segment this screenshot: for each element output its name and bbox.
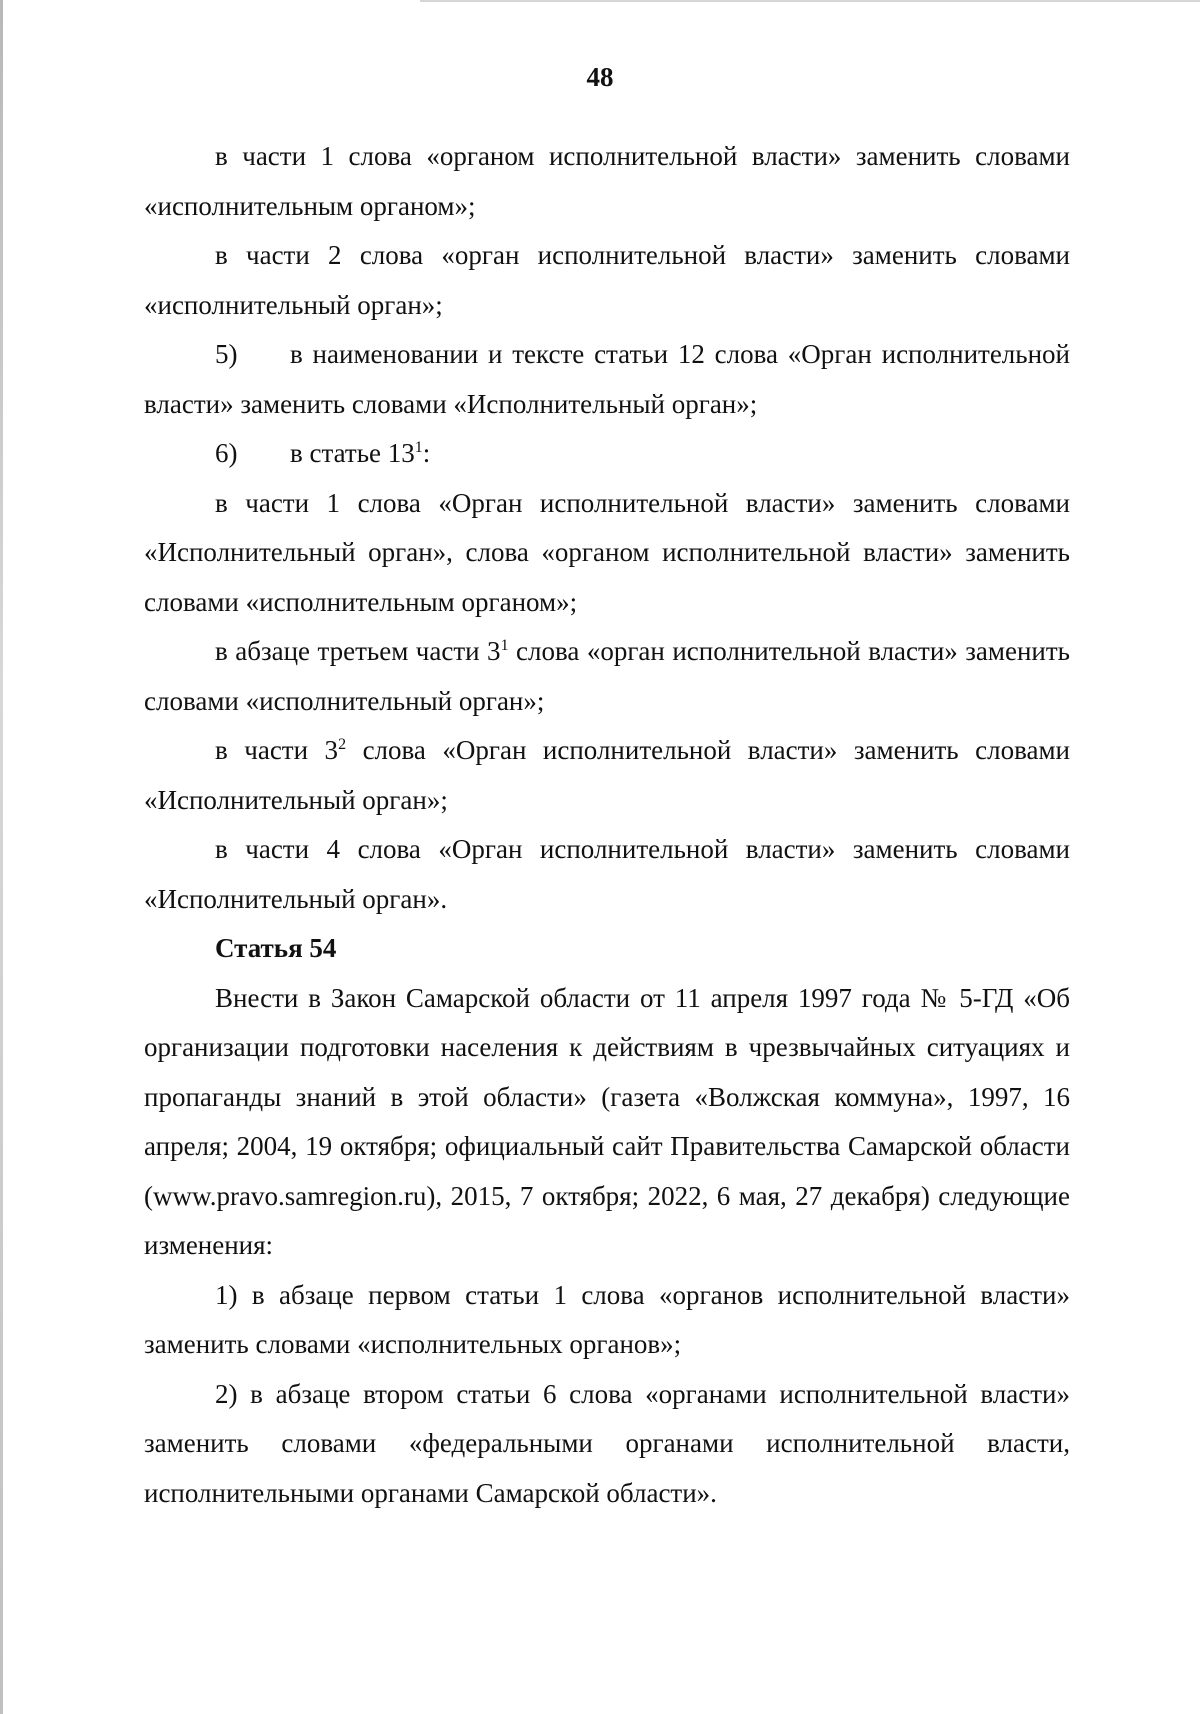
scan-left-edge bbox=[0, 0, 3, 1714]
paragraph bbox=[144, 429, 1070, 479]
paragraph: в части 1 слова «органом исполнительной власти» заменить словами «исполнительным органом»; bbox=[144, 141, 1070, 221]
superscript: 1 bbox=[414, 439, 423, 456]
superscript: 1 bbox=[500, 637, 509, 654]
paragraph: 2) в абзаце втором статьи 6 слова «органами исполнительной власти» заменить словами «федеральными органами исполнительной власти, исполнительными органами Самарской области». bbox=[144, 1378, 1070, 1508]
paragraph-text: слова «Орган исполнительной власти» заменить словами «Исполнительный орган»; bbox=[144, 735, 1070, 815]
paragraph: 1) в абзаце первом статьи 1 слова «органов исполнительной власти» заменить словами «исполнительных органов»; bbox=[144, 1279, 1070, 1359]
list-number: 6) bbox=[215, 438, 238, 468]
paragraph: в части 2 слова «орган исполнительной власти» заменить словами «исполнительный орган»; bbox=[144, 240, 1070, 320]
paragraph-text: в статье 13 bbox=[290, 438, 415, 468]
paragraph-text: в наименовании и тексте статьи 12 слова «Орган исполнительной власти» заменить словами «Исполнительный орган»; bbox=[144, 339, 1070, 419]
scan-top-edge bbox=[420, 0, 1200, 2]
paragraph-text: слова «орган исполнительной власти» заменить словами «исполнительный орган»; bbox=[144, 636, 1070, 716]
page-number: 48 bbox=[586, 62, 614, 92]
paragraph-text: в части 3 bbox=[215, 735, 339, 765]
paragraph bbox=[144, 627, 1070, 726]
paragraph-text: : bbox=[422, 438, 431, 468]
paragraph: в части 1 слова «Орган исполнительной власти» заменить словами «Исполнительный орган», слова «органом исполнительной власти» заменить словами «исполнительным органом»; bbox=[144, 487, 1070, 617]
paragraph bbox=[144, 330, 1070, 429]
document-body bbox=[144, 132, 1070, 1518]
paragraph bbox=[144, 726, 1070, 825]
article-heading: Статья 54 bbox=[215, 933, 337, 963]
paragraph-text: в абзаце третьем части 3 bbox=[215, 636, 501, 666]
list-number: 5) bbox=[215, 339, 238, 369]
paragraph: Внести в Закон Самарской области от 11 апреля 1997 года № 5-ГД «Об организации подготовки населения к действиям в чрезвычайных ситуациях и пропаганды знаний в этой области» (газета «Волжская коммуна», 1997, 16 апреля; 2004, 19 октября; официальный сайт Правительства Самарской области (www.pravo.samregion.ru), 2015, 7 октября; 2022, 6 мая, 27 декабря) следующие изменения: bbox=[144, 982, 1070, 1260]
paragraph: в части 4 слова «Орган исполнительной власти» заменить словами «Исполнительный орган». bbox=[144, 834, 1070, 914]
superscript: 2 bbox=[338, 736, 347, 753]
